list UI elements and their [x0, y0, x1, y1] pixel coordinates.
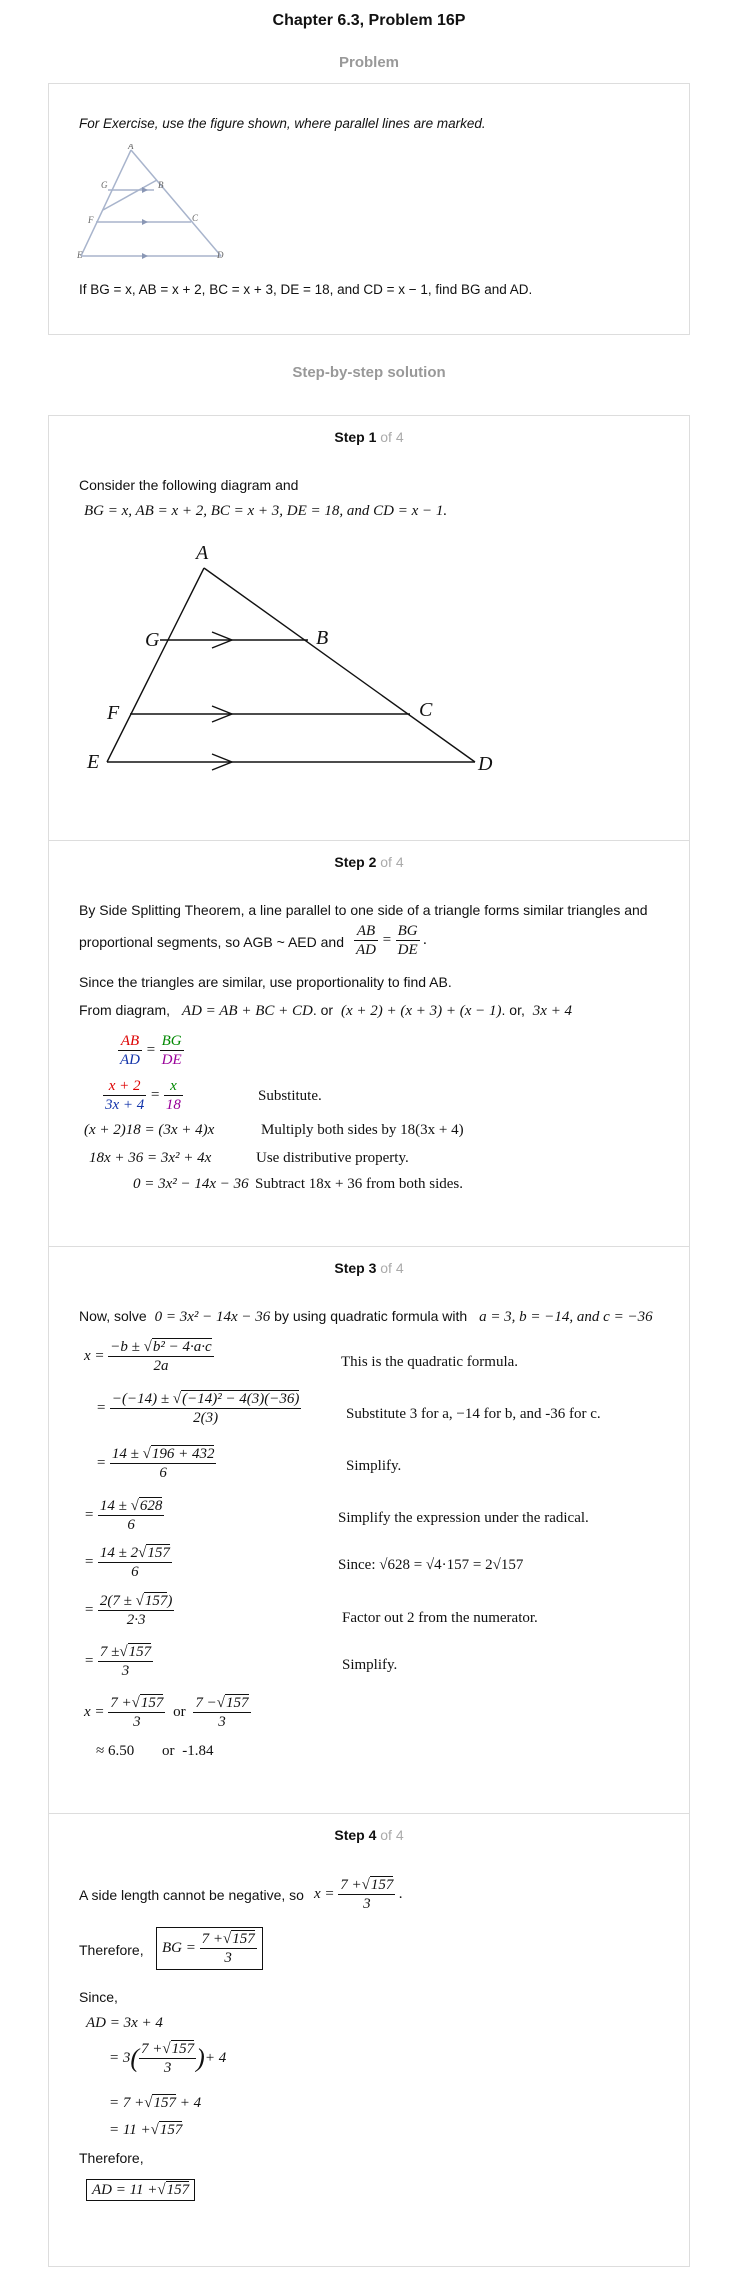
step-1-figure-label-g: G — [145, 629, 160, 651]
step-1-heading — [48, 429, 690, 445]
step-1-figure-label-b: B — [316, 627, 329, 649]
step-3-note-4: Since: √628 = √4·157 = 2√157 — [338, 1557, 524, 1573]
step-2-ratio: $\frac{AB}{AD}$ = $\frac{BG}{DE}$ . — [356, 923, 428, 958]
problem-figure-label-f: F — [88, 215, 94, 225]
step-2-line4-prefix: From diagram, — [79, 1002, 171, 1018]
problem-intro: For Exercise, use the figure shown, where parallel lines are marked. — [79, 116, 486, 131]
ad-row3-pre: = 7 + — [109, 2095, 145, 2111]
ad-row2-rad: 157 — [171, 2041, 195, 2057]
step-2-colored-ratio: $\frac{AB}{AD}$ = $\frac{BG}{DE}$ — [120, 1033, 182, 1068]
step-3-note-3: Simplify the expression under the radical. — [338, 1510, 589, 1526]
eq2-rad: (−14)² − 4(3)(−36) — [182, 1391, 300, 1407]
step-4-ad-row-2: = 3( $\frac{7 +√157}{3}$ )+ 4 — [109, 2041, 227, 2076]
step-3-note-2: Simplify. — [346, 1458, 402, 1474]
step-1-label: Step 1 — [334, 429, 377, 445]
step-1-intro: Consider the following diagram and — [79, 477, 299, 493]
step-3-eq-7: = $\frac{7 \pm√157}{3}$ — [84, 1644, 152, 1679]
step-4-ad-row-4: = 11 +√157 — [109, 2122, 183, 2138]
step-3-eq-3: = $\frac{14 \pm √196 + 432}{6}$ — [96, 1446, 215, 1481]
step-3-intro-coeffs: a = 3, b = −14, and c = −36 — [479, 1309, 653, 1325]
ratio-bg: BG — [397, 923, 418, 939]
problem-figure-label-b: B — [158, 180, 164, 190]
step-4-x-dot: . — [399, 1885, 403, 1902]
step-4-x-value: x = $\frac{7 +√157}{3}$ . — [314, 1877, 403, 1912]
step-3-approx — [96, 1743, 213, 1760]
bg-answer-rad: 157 — [232, 1931, 255, 1947]
step-2-line4 — [79, 1002, 572, 1020]
eq8-a-den: 3 — [133, 1714, 141, 1730]
step-2-note-2: Use distributive property. — [256, 1150, 409, 1166]
step-3-eq-4: = $\frac{14 \pm √628}{6}$ — [84, 1498, 163, 1533]
step-4-therefore-1: Therefore, — [79, 1942, 144, 1958]
eq2-den: 2(3) — [193, 1410, 219, 1426]
step-2-line1: By Side Splitting Theorem, a line parallel to one side of a triangle forms similar triangles and — [79, 902, 648, 918]
eq4-rad: 628 — [139, 1498, 163, 1514]
step-4-heading — [48, 1827, 690, 1843]
step-1-figure-label-d: D — [478, 753, 493, 775]
problem-heading: Problem — [338, 54, 399, 71]
ad-row2-pre: = 3 — [109, 2049, 131, 2066]
step-3-eq-6: = $\frac{2(7 \pm √157)}{2\cdot 3}$ — [84, 1593, 173, 1628]
step-3-eq-2: = $\frac{\text{−(−14) ± √(−14)² − 4(3)(−36)}}{2(3)}$ — [96, 1391, 300, 1426]
eq3-sign: = — [96, 1454, 107, 1471]
problem-question: If BG = x, AB = x + 2, BC = x + 3, DE = 18, and CD = x − 1, find BG and AD. — [79, 282, 533, 297]
problem-figure-label-d: D — [217, 250, 224, 259]
page-title: Chapter 6.3, Problem 16P — [272, 12, 466, 29]
ad-row4-pre: = 11 + — [109, 2122, 151, 2138]
step-3-note-6: Simplify. — [342, 1657, 398, 1673]
step-2-heading — [48, 854, 690, 870]
step-1-given: BG = x, AB = x + 2, BC = x + 3, DE = 18, and CD = x − 1. — [84, 503, 448, 519]
step-2-note-1: Multiply both sides by 18(3x + 4) — [261, 1122, 464, 1138]
eq8-or: or — [173, 1703, 186, 1720]
eq3-num-pre: 14 ± — [111, 1446, 139, 1462]
step-4-line1: A side length cannot be negative, so — [79, 1887, 304, 1903]
eq6-den: 2·3 — [126, 1612, 146, 1628]
eq7-sign: = — [84, 1652, 95, 1669]
divider-3 — [48, 1813, 690, 1814]
step-3-intro — [79, 1308, 653, 1326]
step-2-line4-eq3: 3x + 4 — [532, 1003, 573, 1019]
problem-figure-label-e: E — [77, 250, 83, 259]
approx-b: -1.84 — [182, 1743, 214, 1759]
step-4-bg-answer: BG = $\frac{7 +√157}{3}$ — [156, 1927, 263, 1970]
eq2-num-pre: −(−14) ± — [111, 1391, 170, 1407]
eq3-den: 6 — [159, 1465, 167, 1481]
ad-row2-post: + 4 — [204, 2049, 227, 2066]
problem-box — [48, 83, 690, 335]
eq1-rad: b² − 4·a·c — [152, 1339, 212, 1355]
step-2-label: Step 2 — [334, 854, 377, 870]
eq8-b-den: 3 — [218, 1714, 226, 1730]
eq5-sign: = — [84, 1553, 95, 1570]
step-3-intro-prefix: Now, solve — [79, 1308, 147, 1324]
eq4-num-pre: 14 ± — [99, 1498, 127, 1514]
step-3-note-0: This is the quadratic formula. — [341, 1354, 519, 1370]
colored-bg: BG — [161, 1033, 182, 1049]
sub-den-left: 3x + 4 — [105, 1097, 145, 1113]
step-3-eq-8: x = $\frac{7 +√157}{3}$ or $\frac{7 -√157}{3}$ — [84, 1695, 249, 1730]
step-4-since: Since, — [79, 1989, 118, 2005]
eq2-sign: = — [96, 1399, 107, 1416]
step-3-label: Step 3 — [334, 1260, 377, 1276]
ad-row2-num-pre: 7 + — [141, 2041, 163, 2057]
step-1-figure-label-f: F — [107, 702, 120, 724]
step-2-note-0: Substitute. — [258, 1088, 322, 1104]
step-4-of: of 4 — [380, 1827, 404, 1843]
bg-answer-lhs: BG = — [162, 1939, 196, 1956]
step-4-x-lhs: x = — [314, 1885, 335, 1902]
eq6-rad: 157 — [144, 1593, 168, 1609]
step-4-x-rad: 157 — [370, 1877, 394, 1893]
step-1-figure-label-c: C — [419, 699, 433, 721]
problem-figure-label-a: A — [128, 144, 134, 151]
eq4-den: 6 — [127, 1517, 135, 1533]
colored-ab: AB — [118, 1032, 142, 1051]
eq3-rad: 196 + 432 — [151, 1446, 215, 1462]
step-1-figure-label-e: E — [87, 751, 100, 773]
approx-a: ≈ 6.50 — [96, 1743, 135, 1759]
ad-row2-den: 3 — [163, 2060, 172, 2076]
step-2-note-3: Subtract 18x + 36 from both sides. — [255, 1176, 464, 1192]
bg-answer-num-pre: 7 + — [201, 1931, 223, 1947]
step-4-label: Step 4 — [334, 1827, 377, 1843]
step-2-row-1: (x + 2)18 = (3x + 4)x — [84, 1122, 215, 1138]
eq4-sign: = — [84, 1506, 95, 1523]
step-4-therefore-2: Therefore, — [79, 2150, 144, 2166]
step-4-ad-row-3: = 7 +√157 + 4 — [109, 2095, 202, 2111]
solution-heading: Step-by-step solution — [292, 364, 446, 381]
problem-figure — [77, 144, 227, 259]
step-3-of: of 4 — [380, 1260, 404, 1276]
step-2-line3: Since the triangles are similar, use proportionality to find AB. — [79, 974, 452, 990]
bg-answer-den: 3 — [224, 1950, 232, 1966]
step-2-substituted: $\frac{x + 2}{3x + 4}$ = $\frac{x}{18}$ — [105, 1078, 181, 1113]
step-1-figure — [80, 538, 510, 778]
eq1-num-pre: −b ± — [110, 1339, 140, 1355]
step-3-note-5: Factor out 2 from the numerator. — [342, 1610, 538, 1626]
divider-2 — [48, 1246, 690, 1247]
eq1-lhs: x = — [84, 1347, 105, 1364]
step-4-ad-row-1: AD = 3x + 4 — [86, 2015, 163, 2031]
sub-num-left: x + 2 — [103, 1077, 146, 1096]
ad-row3-rad: 157 — [153, 2095, 176, 2111]
step-4-ad-answer: AD = 11 +√157 — [86, 2182, 195, 2199]
ratio-ab: AB — [354, 922, 378, 941]
step-2-of: of 4 — [380, 854, 404, 870]
eq1-den: 2a — [153, 1358, 169, 1374]
eq5-num-pre: 14 ± 2 — [99, 1545, 139, 1561]
step-1-figure-label-a: A — [196, 542, 209, 564]
sub-den-right: 18 — [165, 1097, 181, 1113]
step-2-row-2: 18x + 36 = 3x² + 4x — [89, 1150, 212, 1166]
step-3-eq-1: x = $\frac{\text{−b ± √b² − 4·a·c}}{2a}$ — [84, 1339, 212, 1374]
step-3-intro-mid: by using quadratic formula with — [274, 1308, 468, 1324]
step-3-note-1: Substitute 3 for a, −14 for b, and -36 for c. — [346, 1406, 601, 1422]
step-2-row-3: 0 = 3x² − 14x − 36 — [133, 1176, 249, 1192]
eq8-b-pre: 7 − — [195, 1695, 217, 1711]
eq8-a-rad: 157 — [140, 1695, 164, 1711]
eq8-a-pre: 7 + — [110, 1695, 132, 1711]
problem-figure-label-c: C — [192, 213, 199, 223]
sub-num-right: x — [164, 1077, 183, 1096]
ratio-de: DE — [397, 942, 418, 958]
ad-answer-rad: 157 — [166, 2182, 190, 2198]
eq7-den: 3 — [121, 1663, 130, 1679]
eq5-rad: 157 — [147, 1545, 170, 1561]
step-2-or1: . or — [312, 1002, 334, 1018]
step-3-heading — [48, 1260, 690, 1276]
eq6-num-pre: 2(7 ± — [99, 1593, 132, 1609]
colored-de: DE — [161, 1052, 182, 1068]
colored-ad: AD — [120, 1052, 140, 1068]
step-1-of: of 4 — [380, 429, 404, 445]
ratio-ad: AD — [356, 942, 376, 958]
approx-or: or — [161, 1743, 175, 1759]
step-2-or2: . or, — [501, 1002, 525, 1018]
eq6-sign: = — [84, 1601, 95, 1618]
step-2-line4-eq1: AD = AB + BC + CD — [181, 1003, 313, 1019]
step-3-intro-eq: 0 = 3x² − 14x − 36 — [154, 1309, 271, 1325]
ad-answer-pre: AD = 11 + — [92, 2182, 158, 2198]
eq7-num-pre: 7 ± — [99, 1644, 120, 1660]
divider-1 — [48, 840, 690, 841]
eq8-lhs: x = — [84, 1703, 105, 1720]
eq5-den: 6 — [131, 1564, 139, 1580]
step-4-x-num-pre: 7 + — [340, 1877, 362, 1893]
step-2-line4-eq2: (x + 2) + (x + 3) + (x − 1) — [340, 1003, 502, 1019]
ad-row3-post: + 4 — [179, 2095, 202, 2111]
problem-figure-label-g: G — [101, 180, 108, 190]
eq6-num-post: ) — [167, 1593, 173, 1609]
step-3-eq-5: = $\frac{14 \pm 2√157}{6}$ — [84, 1545, 170, 1580]
eq7-rad: 157 — [128, 1644, 152, 1660]
step-2-line2: proportional segments, so AGB ~ AED and — [79, 934, 344, 950]
eq8-b-rad: 157 — [226, 1695, 249, 1711]
step-4-x-den: 3 — [363, 1896, 371, 1912]
ad-row4-rad: 157 — [159, 2122, 183, 2138]
